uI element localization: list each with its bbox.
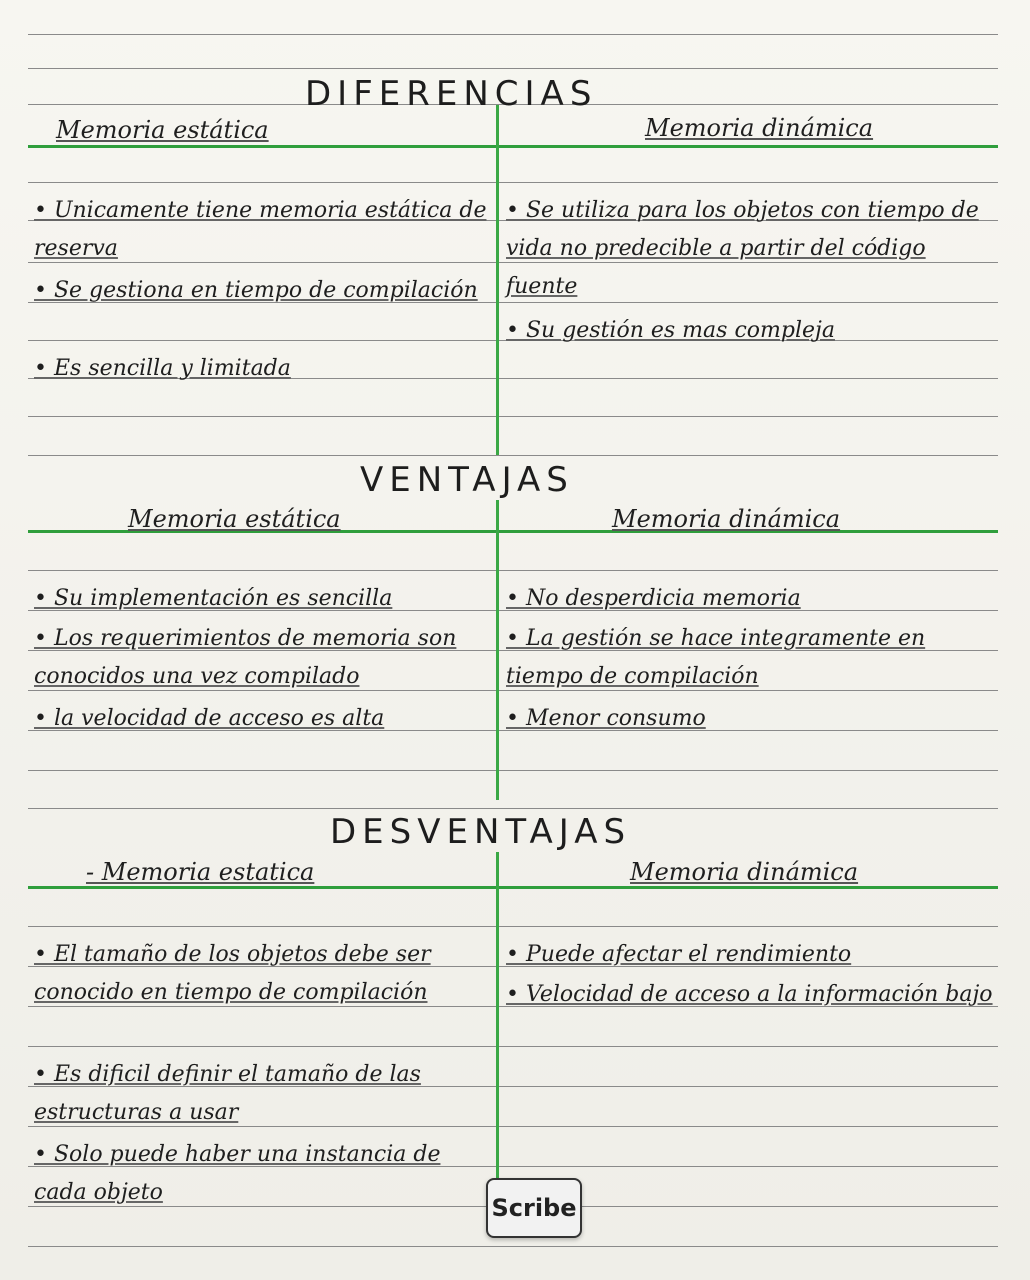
column-divider <box>496 105 499 455</box>
ruled-line <box>28 34 998 35</box>
list-item: • la velocidad de acceso es alta <box>34 706 385 731</box>
ruled-line <box>28 416 998 417</box>
column-divider <box>496 852 499 1182</box>
list-item: • El tamaño de los objetos debe ser conocido en tiempo de compilación <box>34 942 431 1005</box>
ruled-line <box>28 1046 998 1047</box>
ruled-line <box>28 182 998 183</box>
list-item: • Solo puede haber una instancia de cada objeto <box>34 1142 441 1205</box>
list-item: • Se gestiona en tiempo de compilación <box>34 278 478 303</box>
list-item: • Velocidad de acceso a la información bajo <box>506 982 993 1007</box>
ruled-line <box>28 455 998 456</box>
section-title-diferencias: DIFERENCIAS <box>305 74 598 114</box>
list-item: • No desperdicia memoria <box>506 586 801 611</box>
list-item: • Su implementación es sencilla <box>34 586 393 611</box>
right-column-header: Memoria dinámica <box>630 858 859 886</box>
list-item: • Se utiliza para los objetos con tiempo de vida no predecible a partir del código fuente <box>506 198 979 299</box>
ruled-line <box>28 770 998 771</box>
list-item: • La gestión se hace integramente en tiempo de compilación <box>506 626 926 689</box>
section-title-desventajas: DESVENTAJAS <box>330 812 632 852</box>
left-column-header: Memoria estática <box>56 116 269 144</box>
section-title-ventajas: VENTAJAS <box>360 460 574 500</box>
list-item: • Menor consumo <box>506 706 706 731</box>
list-item: • Su gestión es mas compleja <box>506 318 835 343</box>
right-column-header: Memoria dinámica <box>645 114 874 142</box>
ruled-line <box>28 1246 998 1247</box>
left-column-header: - Memoria estatica <box>86 858 315 886</box>
list-item: • Unicamente tiene memoria estática de reserva <box>34 198 487 261</box>
scribe-watermark: Scribe <box>486 1178 582 1238</box>
ruled-line <box>28 68 998 69</box>
right-column-header: Memoria dinámica <box>612 505 841 533</box>
list-item: • Es sencilla y limitada <box>34 356 291 381</box>
list-item: • Puede afectar el rendimiento <box>506 942 852 967</box>
ruled-line <box>28 926 998 927</box>
list-item: • Los requerimientos de memoria son conocidos una vez compilado <box>34 626 457 689</box>
section-divider <box>28 145 998 148</box>
section-divider <box>28 886 998 889</box>
list-item: • Es dificil definir el tamaño de las estructuras a usar <box>34 1062 421 1125</box>
ruled-line <box>28 570 998 571</box>
left-column-header: Memoria estática <box>128 505 341 533</box>
column-divider <box>496 500 499 800</box>
ruled-line <box>28 808 998 809</box>
